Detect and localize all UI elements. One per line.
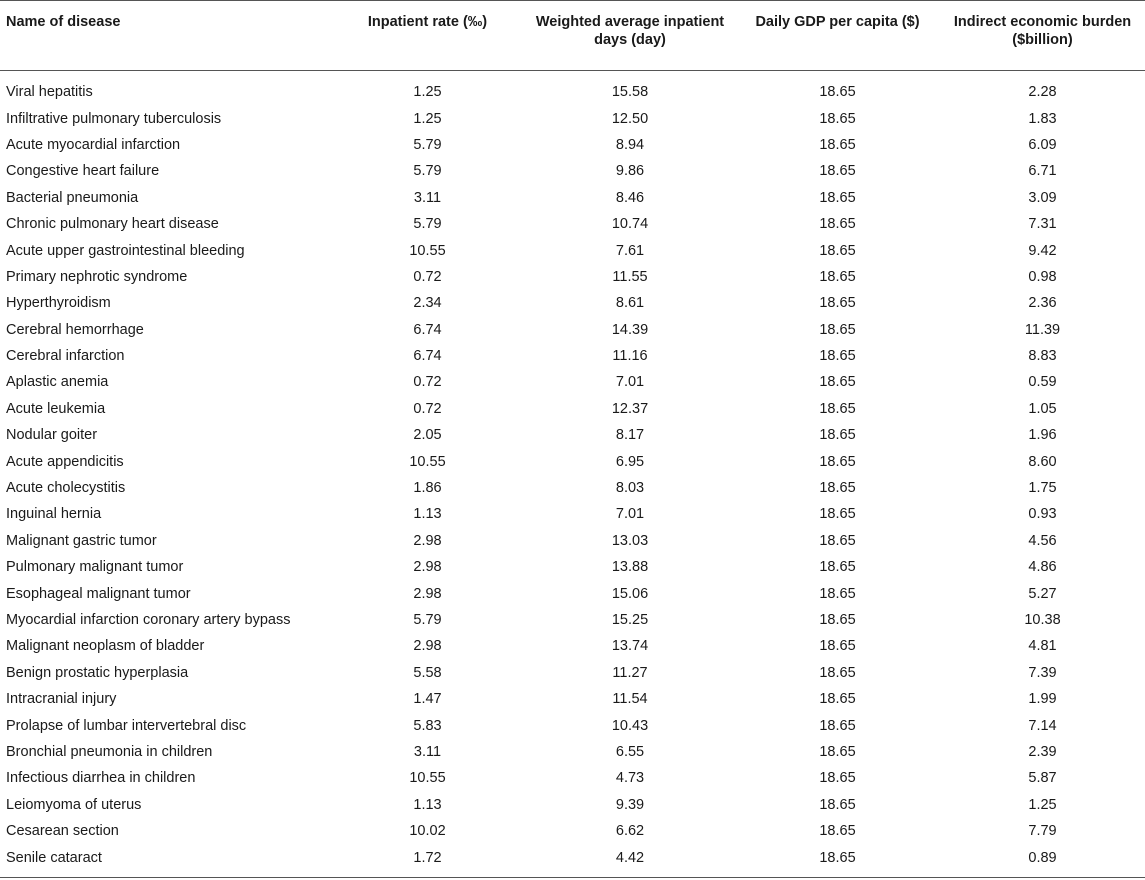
economic-burden-cell: 1.25 (1028, 796, 1057, 813)
inpatient-rate-cell: 5.83 (413, 717, 442, 734)
table-row (0, 554, 1145, 580)
disease-name-cell: Infiltrative pulmonary tuberculosis (6, 110, 222, 127)
daily-gdp-cell: 18.65 (819, 216, 856, 233)
table-row (0, 105, 1145, 131)
disease-name-cell: Acute cholecystitis (6, 480, 126, 497)
header-daily-gdp: Daily GDP per capita ($) (735, 1, 940, 71)
table-row (0, 475, 1145, 501)
daily-gdp-cell: 18.65 (819, 480, 856, 497)
daily-gdp-cell: 18.65 (735, 844, 940, 877)
inpatient-rate-cell: 1.25 (413, 84, 442, 101)
daily-gdp-cell: 18.65 (819, 585, 856, 602)
economic-burden-cell: 1.99 (1028, 691, 1057, 708)
disease-name-cell: Congestive heart failure (6, 163, 160, 180)
daily-gdp-cell: 18.65 (819, 400, 856, 417)
economic-burden-cell: 7.39 (1028, 664, 1057, 681)
inpatient-days-cell: 8.61 (615, 295, 645, 312)
economic-burden-cell: 7.31 (1028, 216, 1057, 233)
table-row (0, 158, 1145, 184)
inpatient-days-cell: 12.50 (611, 110, 649, 127)
disease-name-cell: Leiomyoma of uterus (6, 796, 142, 813)
header-disease-name: Name of disease (0, 1, 330, 71)
daily-gdp-cell: 18.65 (819, 559, 856, 576)
economic-burden-cell: 8.83 (1028, 348, 1057, 365)
disease-name-cell: Inguinal hernia (6, 506, 102, 523)
daily-gdp-cell: 18.65 (819, 691, 856, 708)
daily-gdp-cell: 18.65 (819, 295, 856, 312)
inpatient-rate-cell: 2.98 (413, 559, 442, 576)
economic-burden-cell: 8.60 (1028, 453, 1057, 470)
economic-burden-cell: 11.39 (1024, 321, 1061, 338)
disease-name-cell: Aplastic anemia (6, 374, 109, 391)
disease-name-cell: Acute upper gastrointestinal bleeding (6, 242, 245, 259)
inpatient-days-cell: 11.27 (612, 664, 648, 681)
economic-burden-cell: 4.81 (1028, 638, 1057, 655)
table-row (0, 528, 1145, 554)
inpatient-rate-cell: 1.13 (413, 506, 442, 523)
inpatient-rate-cell: 10.02 (409, 823, 446, 840)
economic-burden-cell: 10.38 (1024, 612, 1061, 628)
table-row (0, 633, 1145, 659)
economic-burden-cell: 7.79 (1028, 823, 1057, 840)
daily-gdp-cell: 18.65 (819, 374, 856, 391)
table-row (0, 185, 1145, 211)
table-row (0, 317, 1145, 343)
disease-name-cell: Acute appendicitis (6, 453, 124, 470)
daily-gdp-cell: 18.65 (819, 664, 856, 681)
inpatient-rate-cell: 3.11 (413, 743, 442, 760)
inpatient-days-cell: 6.95 (615, 453, 645, 470)
table-row (0, 501, 1145, 527)
table-row (0, 580, 1145, 606)
table-row (0, 264, 1145, 290)
daily-gdp-cell: 18.65 (819, 427, 856, 444)
table-row (0, 739, 1145, 765)
table-row (0, 422, 1145, 448)
economic-burden-cell: 0.93 (1028, 506, 1057, 523)
disease-name-cell: Malignant gastric tumor (6, 532, 157, 549)
inpatient-rate-cell: 5.79 (413, 612, 442, 628)
table-row (0, 448, 1145, 474)
inpatient-rate-cell: 6.74 (413, 348, 442, 365)
daily-gdp-cell: 18.65 (819, 189, 856, 206)
inpatient-rate-cell: 2.05 (413, 427, 442, 444)
inpatient-days-cell: 12.37 (611, 400, 649, 417)
disease-name-cell: Bacterial pneumonia (6, 189, 139, 206)
economic-burden-cell: 4.56 (1028, 532, 1057, 549)
inpatient-days-cell: 7.01 (615, 374, 645, 391)
inpatient-rate-cell: 10.55 (409, 453, 446, 470)
inpatient-rate-cell: 5.79 (413, 136, 442, 153)
inpatient-rate-cell: 0.72 (413, 374, 442, 391)
disease-name-cell: Chronic pulmonary heart disease (6, 216, 219, 233)
daily-gdp-cell: 18.65 (819, 612, 856, 628)
inpatient-rate-cell: 10.55 (409, 242, 446, 259)
disease-name-cell: Bronchial pneumonia in children (6, 743, 213, 760)
daily-gdp-cell: 18.65 (819, 717, 856, 734)
daily-gdp-cell: 18.65 (819, 136, 856, 153)
table-row (0, 132, 1145, 158)
disease-name-cell: Cerebral hemorrhage (6, 321, 144, 338)
daily-gdp-cell: 18.65 (819, 823, 856, 840)
header-inpatient-rate: Inpatient rate (‰) (330, 1, 525, 71)
disease-name-cell: Primary nephrotic syndrome (6, 268, 188, 285)
disease-name-cell: Acute leukemia (6, 400, 106, 417)
table-row (0, 290, 1145, 316)
header-row (0, 1, 1145, 71)
table-row (0, 211, 1145, 237)
daily-gdp-cell: 18.65 (819, 770, 856, 787)
daily-gdp-cell: 18.65 (819, 638, 856, 655)
table-row (0, 237, 1145, 263)
inpatient-days-cell: 11.55 (612, 268, 648, 285)
disease-name-cell: Acute myocardial infarction (6, 136, 181, 153)
inpatient-days-cell: 11.54 (612, 691, 648, 708)
economic-burden-cell: 3.09 (1028, 189, 1057, 206)
inpatient-days-cell: 8.46 (615, 189, 645, 206)
disease-name-cell: Viral hepatitis (6, 84, 93, 101)
disease-name-cell: Pulmonary malignant tumor (6, 559, 184, 576)
daily-gdp-cell: 18.65 (819, 268, 856, 285)
economic-burden-cell: 9.42 (1028, 242, 1057, 259)
inpatient-days-cell: 4.42 (525, 844, 735, 877)
disease-name-cell: Prolapse of lumbar intervertebral disc (6, 717, 247, 734)
daily-gdp-cell: 18.65 (819, 84, 856, 101)
economic-burden-cell: 6.71 (1028, 163, 1057, 180)
daily-gdp-cell: 18.65 (819, 506, 856, 523)
disease-name-cell: Malignant neoplasm of bladder (6, 638, 205, 655)
inpatient-days-cell: 13.03 (611, 532, 649, 549)
inpatient-rate-cell: 5.79 (413, 216, 442, 233)
inpatient-days-cell: 8.17 (615, 427, 645, 444)
economic-burden-cell: 0.59 (1028, 374, 1057, 391)
daily-gdp-cell: 18.65 (819, 796, 856, 813)
economic-burden-cell: 1.83 (1028, 110, 1057, 127)
economic-burden-cell: 1.96 (1028, 427, 1057, 444)
inpatient-rate-cell: 2.98 (413, 638, 442, 655)
daily-gdp-cell: 18.65 (819, 242, 856, 259)
table-body (0, 71, 1145, 878)
inpatient-days-cell: 6.55 (615, 743, 645, 760)
inpatient-rate-cell: 2.98 (413, 532, 442, 549)
disease-name-cell: Cerebral infarction (6, 348, 125, 365)
inpatient-days-cell: 15.06 (611, 585, 649, 602)
daily-gdp-cell: 18.65 (819, 321, 856, 338)
table-row (0, 712, 1145, 738)
economic-burden-cell: 2.28 (1028, 84, 1057, 101)
inpatient-days-cell: 6.62 (615, 823, 645, 840)
economic-burden-cell: 5.27 (1028, 585, 1057, 602)
disease-name-cell: Hyperthyroidism (6, 295, 111, 312)
inpatient-rate-cell: 10.55 (409, 770, 446, 787)
header-economic-burden: Indirect economic burden ($billion) (940, 1, 1145, 71)
inpatient-days-cell: 15.58 (611, 84, 649, 101)
economic-burden-cell: 4.86 (1028, 559, 1057, 576)
disease-name-cell: Esophageal malignant tumor (6, 585, 191, 602)
daily-gdp-cell: 18.65 (819, 743, 856, 760)
inpatient-rate-cell: 1.72 (330, 844, 525, 877)
daily-gdp-cell: 18.65 (819, 348, 856, 365)
inpatient-rate-cell: 6.74 (413, 321, 442, 338)
table-row (0, 765, 1145, 791)
disease-name-cell: Senile cataract (0, 844, 330, 877)
inpatient-days-cell: 8.03 (615, 480, 645, 497)
table-row (0, 71, 1145, 106)
disease-name-cell: Cesarean section (6, 823, 119, 840)
inpatient-days-cell: 13.88 (611, 559, 649, 576)
inpatient-rate-cell: 0.72 (413, 400, 442, 417)
table-row (0, 343, 1145, 369)
economic-burden-cell: 5.87 (1028, 770, 1057, 787)
inpatient-rate-cell: 0.72 (413, 268, 442, 285)
disease-name-cell: Infectious diarrhea in children (6, 770, 196, 787)
economic-burden-cell: 0.98 (1028, 268, 1057, 285)
inpatient-rate-cell: 5.58 (413, 664, 442, 681)
table-row (0, 686, 1145, 712)
table-row (0, 844, 1145, 877)
daily-gdp-cell: 18.65 (819, 163, 856, 180)
inpatient-days-cell: 15.25 (611, 612, 649, 628)
header-inpatient-days: Weighted average inpatient days (day) (525, 1, 735, 71)
table-row (0, 792, 1145, 818)
inpatient-days-cell: 7.61 (615, 242, 645, 259)
inpatient-rate-cell: 1.47 (413, 691, 442, 708)
table-row (0, 818, 1145, 844)
inpatient-rate-cell: 1.86 (413, 480, 442, 497)
inpatient-days-cell: 7.01 (615, 506, 645, 523)
economic-burden-cell: 7.14 (1028, 717, 1057, 734)
inpatient-days-cell: 9.86 (615, 163, 645, 180)
daily-gdp-cell: 18.65 (819, 453, 856, 470)
table-row (0, 660, 1145, 686)
disease-name-cell: Myocardial infarction coronary artery bypass (6, 612, 291, 628)
inpatient-days-cell: 11.16 (612, 348, 648, 365)
economic-burden-cell: 1.75 (1028, 480, 1057, 497)
inpatient-days-cell: 9.39 (615, 796, 645, 813)
inpatient-rate-cell: 3.11 (413, 189, 442, 206)
inpatient-rate-cell: 1.25 (413, 110, 442, 127)
inpatient-rate-cell: 2.98 (413, 585, 442, 602)
inpatient-days-cell: 4.73 (615, 770, 645, 787)
daily-gdp-cell: 18.65 (819, 532, 856, 549)
daily-gdp-cell: 18.65 (819, 110, 856, 127)
economic-burden-cell: 2.36 (1028, 295, 1057, 312)
table-row (0, 369, 1145, 395)
economic-burden-cell: 1.05 (1028, 400, 1057, 417)
inpatient-days-cell: 8.94 (615, 136, 645, 153)
economic-burden-cell: 6.09 (1028, 136, 1057, 153)
inpatient-rate-cell: 1.13 (413, 796, 442, 813)
inpatient-days-cell: 10.43 (611, 717, 649, 734)
inpatient-rate-cell: 2.34 (413, 295, 442, 312)
economic-burden-cell: 2.39 (1028, 743, 1057, 760)
inpatient-days-cell: 13.74 (611, 638, 649, 655)
disease-name-cell: Intracranial injury (6, 691, 117, 708)
inpatient-days-cell: 14.39 (611, 321, 649, 338)
table-row (0, 396, 1145, 422)
inpatient-days-cell: 10.74 (611, 216, 649, 233)
inpatient-rate-cell: 5.79 (413, 163, 442, 180)
disease-name-cell: Benign prostatic hyperplasia (6, 664, 189, 681)
disease-name-cell: Nodular goiter (6, 427, 98, 444)
economic-burden-cell: 0.89 (940, 844, 1145, 877)
table-row (0, 607, 1145, 633)
